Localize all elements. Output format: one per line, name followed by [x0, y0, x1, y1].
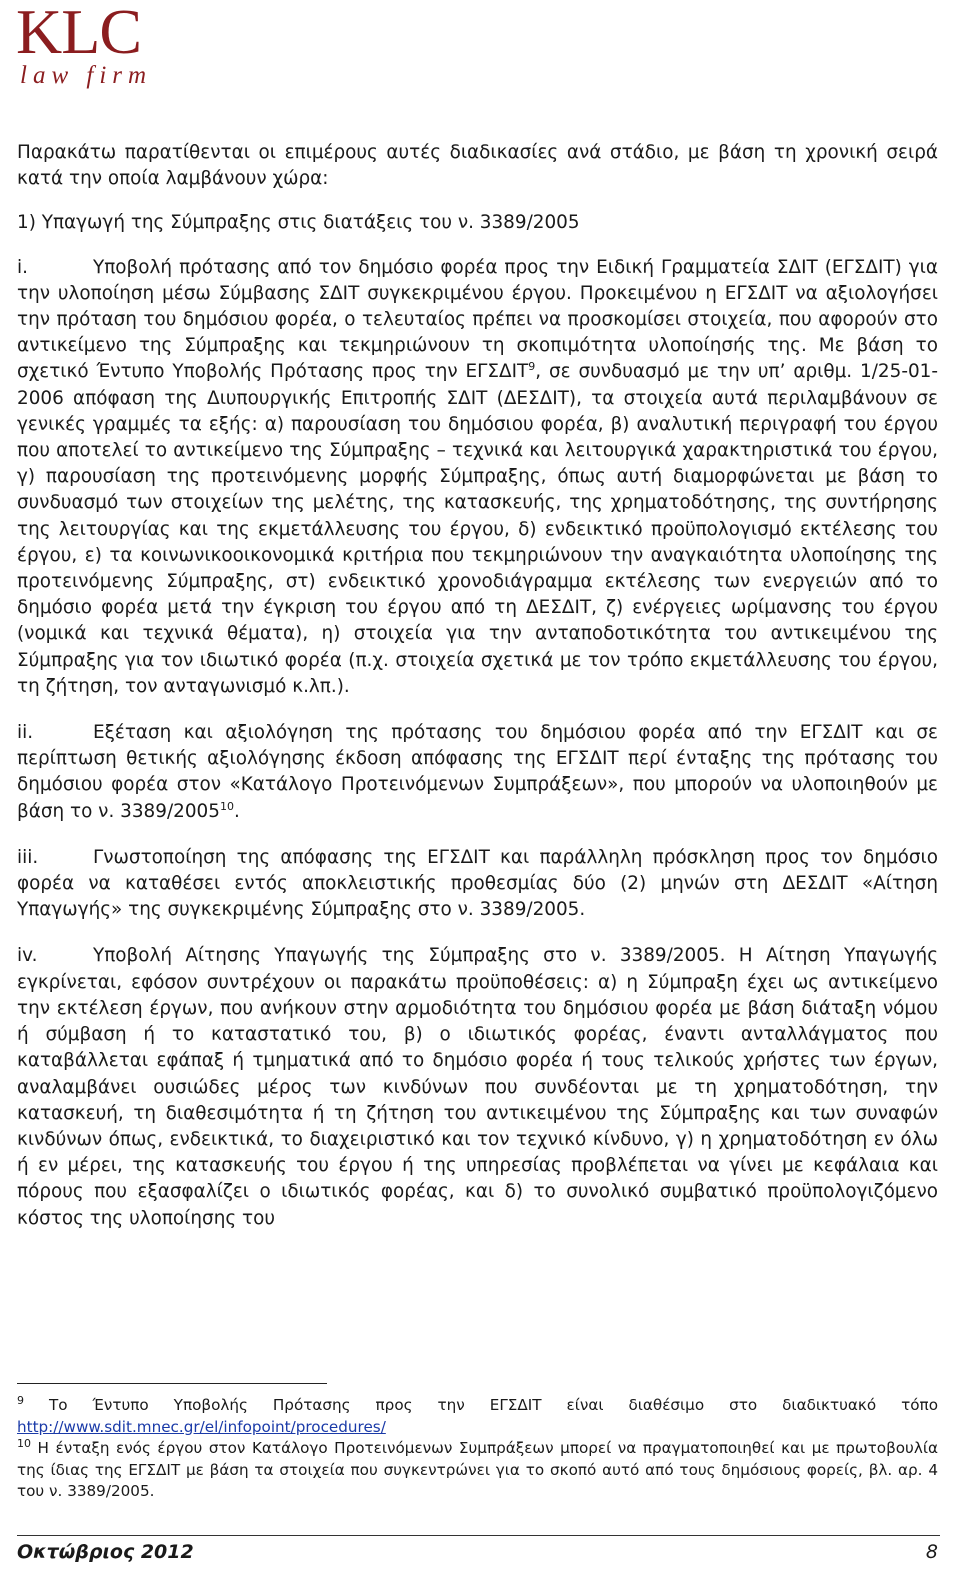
footnote-10-text: Η ένταξη ενός έργου στον Κατάλογο Προτεινόμενων Συμπράξεων μπορεί να πραγματοποιηθεί και με πρωτοβουλία της ίδιας της ΕΓΣΔΙΤ με βάση τα στοιχεία που συγκεντρώνει για το σκοπό αυτό από τους δημόσιους φορείς, βλ. αρ. 4 του ν. 3389/2005. [17, 1439, 938, 1500]
document-body [17, 140, 938, 1232]
footnote-9-link[interactable]: http://www.sdit.mnec.gr/el/infopoint/procedures/ [17, 1417, 386, 1436]
footnote-9-mark: 9 [17, 1393, 24, 1407]
footnote-separator [17, 1383, 327, 1384]
footer-date: Οκτώβριος 2012 [17, 1541, 194, 1563]
law-firm-logo [16, 0, 176, 98]
intro-paragraph: Παρακάτω παρατίθενται οι επιμέρους αυτές διαδικασίες ανά στάδιο, με βάση τη χρονική σειρά κατά την οποία λαμβάνουν χώρα: [17, 142, 938, 190]
item-i-paragraph [17, 255, 938, 700]
page-number: 8 [925, 1541, 938, 1563]
item-i-text-part2: , σε συνδυασμό με την υπ’ αριθμ. 1/25-01-2006 απόφαση της Διυπουργικής Επιτροπής ΣΔΙΤ (ΔΕΣΔΙΤ), τα στοιχεία αυτά περιλαμβάνουν σε γενικές γραμμές τα εξής: α) παρουσίαση του δημόσιου φορέα, β) αναλυτική περιγραφή του έργου που αποτελεί το αντικείμενο της Σύμπραξης – τεχνικά και λειτουργικά χαρακτηριστικά του έργου, γ) παρουσίαση της προτεινόμενης μορφής Σύμπραξης, όπως αυτή διαμορφώνεται με βάση το συνδυασμό των στοιχείων της μελέτης, της κατασκευής, της χρηματοδότησης, της συντήρησης της λειτουργίας και της εκμετάλλευσης του έργου, δ) ενδεικτικό προϋπολογισμό εκτέλεσης του έργου, ε) τα κοινωνικοοικονομικά κριτήρια που τεκμηριώνουν την αναγκαιότητα υλοποίησης της προτεινόμενης Σύμπραξης, στ) ενδεικτικό χρονοδιάγραμμα εκτέλεσης των ενεργειών από το δημόσιο φορέα μετά την έγκριση του έργου από τη ΔΕΣΔΙΤ, ζ) ενέργειες ωρίμανσης του έργου (νομικά και τεχνικά θέματα), η) στοιχεία για την ανταποδοτικότητα του αντικειμένου της Σύμπραξης για τον ιδιωτικό φορέα (π.χ. στοιχεία σχετικά με τον τρόπο εκμετάλλευσης του έργου, τη ζήτηση, τον ανταγωνισμό κ.λπ.). [17, 361, 938, 697]
item-ii-marker: ii. [17, 722, 34, 744]
footnote-10 [17, 1438, 938, 1503]
footnote-9 [17, 1395, 938, 1438]
item-iv-marker: iv. [17, 945, 38, 967]
item-ii-text: Εξέταση και αξιολόγηση της πρότασης του δημόσιου φορέα από την ΕΓΣΔΙΤ και σε περίπτωση θετικής αξιολόγησης έκδοση απόφασης της ΕΓΣΔΙΤ περί ένταξης της πρότασης του δημόσιου φορέα στον «Κατάλογο Προτεινόμενων Συμπράξεων», που μπορούν να υλοποιηθούν με βάση το ν. 3389/2005 [17, 722, 938, 822]
item-iii-paragraph [17, 845, 938, 924]
footnote-ref-9[interactable]: 9 [528, 360, 536, 374]
footnote-ref-10[interactable]: 10 [219, 799, 234, 813]
item-i-text-part1: Υποβολή πρότασης από τον δημόσιο φορέα προς την Ειδική Γραμματεία ΣΔΙΤ (ΕΓΣΔΙΤ) για την υλοποίηση μέσω Σύμβασης ΣΔΙΤ συγκεκριμένου έργου. Προκειμένου η ΕΓΣΔΙΤ να αξιολογήσει την πρόταση του δημόσιου φορέα, ο τελευταίος πρέπει να προσκομίσει στοιχεία, που αφορούν στο αντικείμενο της Σύμπραξης και τεκμηριώνουν τη σκοπιμότητα υλοποίησής της. Με βάση το σχετικό Έντυπο Υποβολής Πρότασης προς την ΕΓΣΔΙΤ [17, 256, 938, 383]
footer-separator [17, 1535, 940, 1536]
item-iii-marker: iii. [17, 846, 39, 868]
logo-subtitle: law firm [20, 62, 153, 89]
item-ii-end: . [233, 800, 240, 822]
item-iii-text: Γνωστοποίηση της απόφασης της ΕΓΣΔΙΤ και παράλληλη πρόσκληση προς τον δημόσιο φορέα να καταθέσει εντός αποκλειστικής προθεσμίας δύο (2) μηνών στη ΔΕΣΔΙΤ «Αίτηση Υπαγωγής» της συγκεκριμένης Σύμπραξης στο ν. 3389/2005. [17, 846, 938, 921]
footnote-10-mark: 10 [17, 1436, 31, 1450]
item-ii-paragraph [17, 720, 938, 825]
logo-mark: KLC [16, 0, 141, 67]
section-heading: 1) Υπαγωγή της Σύμπραξης στις διατάξεις του ν. 3389/2005 [17, 212, 580, 234]
item-iv-text: Υποβολή Αίτησης Υπαγωγής της Σύμπραξης στο ν. 3389/2005. Η Αίτηση Υπαγωγής εγκρίνεται, εφόσον συντρέχουν οι παρακάτω προϋποθέσεις: α) η Σύμπραξη έχει ως αντικείμενο την εκτέλεση έργων, που ανήκουν στην αρμοδιότητα του δημόσιου φορέα με βάση διάταξη νόμου ή σύμβαση ή το καταστατικό του, β) ο ιδιωτικός φορέας, έναντι ανταλλάγματος που καταβάλλεται εφάπαξ ή τμηματικά από το δημόσιο φορέα ή τους τελικούς χρήστες των έργων, αναλαμβάνει ουσιώδες μέρος των κινδύνων που συνδέονται με τη χρηματοδότηση, την κατασκευή, τη διαθεσιμότητα ή τη ζήτηση του αντικειμένου της Σύμπραξης και των συναφών κινδύνων όπως, ενδεικτικά, το διαχειριστικό και τον τεχνικό κίνδυνο, γ) η χρηματοδότηση εν όλω ή εν μέρει, της κατασκευής του έργου ή της υπηρεσίας προβλέπεται να γίνει με κεφάλαια και πόρους που εξασφαλίζει ο ιδιωτικός φορέας, και δ) το συνολικό συμβατικό προϋπολογιζόμενο κόστος της υλοποίησης του [17, 945, 938, 1229]
footnotes [17, 1395, 938, 1503]
item-iv-paragraph [17, 943, 938, 1231]
item-i-marker: i. [17, 256, 28, 278]
footnote-9-text: Το Έντυπο Υποβολής Πρότασης προς την ΕΓΣΔΙΤ είναι διαθέσιμο στο διαδικτυακό τόπο [24, 1396, 938, 1414]
